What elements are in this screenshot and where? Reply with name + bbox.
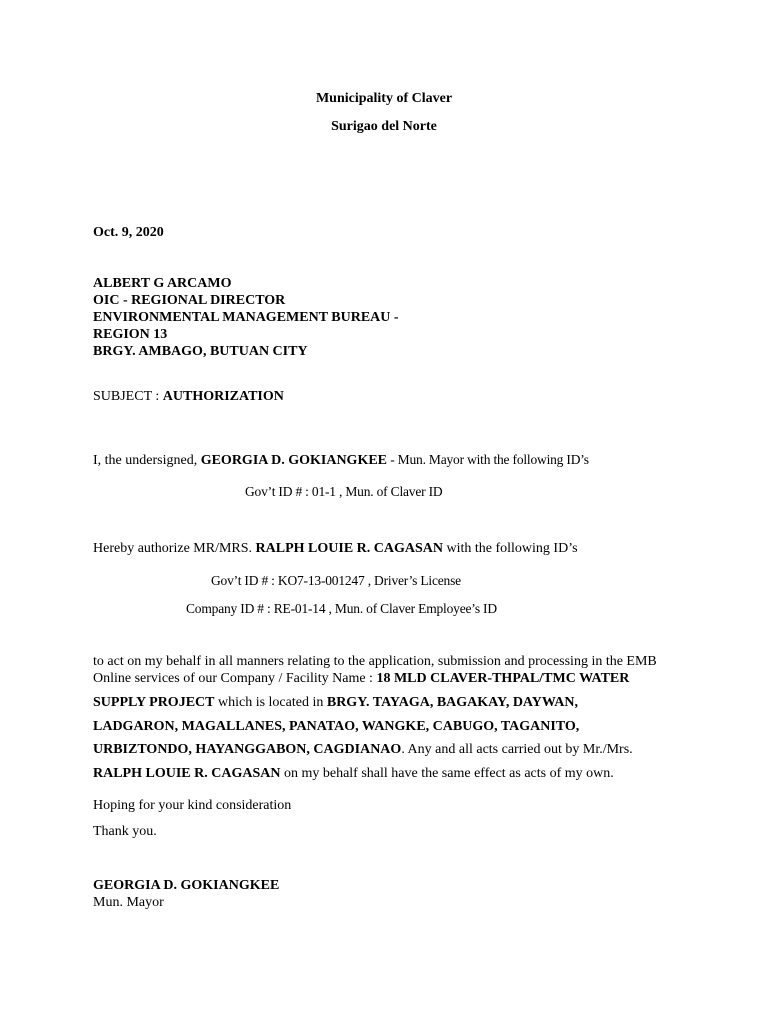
- closing-thanks: Thank you.: [93, 824, 157, 839]
- closing-hoping: Hoping for your kind consideration: [93, 798, 292, 813]
- authorized-company-id: Company ID # : RE-01-14 , Mun. of Claver Employee’s ID: [186, 601, 497, 616]
- authorized-gov-id: Gov’t ID # : KO7-13-001247 , Driver’s License: [211, 573, 461, 588]
- body-line-4: LADGARON, MAGALLANES, PANATAO, WANGKE, CABUGO, TAGANITO,: [93, 719, 580, 734]
- subject-value: AUTHORIZATION: [162, 389, 284, 404]
- body-line-5: URBIZTONDO, HAYANGGABON, CAGDIANAO. Any and all acts carried out by Mr./Mrs.: [93, 742, 633, 757]
- subject-label: SUBJECT :: [93, 389, 163, 404]
- body-line-3: SUPPLY PROJECT which is located in BRGY. TAYAGA, BAGAKAY, DAYWAN,: [93, 695, 579, 710]
- authorized-line: Hereby authorize MR/MRS. RALPH LOUIE R. CAGASAN with the following ID’s: [93, 541, 578, 556]
- body-line-1: to act on my behalf in all manners relating to the application, submission and processing in the EMB: [93, 654, 657, 669]
- authorized-name: RALPH LOUIE R. CAGASAN: [255, 541, 443, 556]
- letter-date: Oct. 9, 2020: [93, 225, 164, 240]
- recipient-office-line2: REGION 13: [93, 327, 168, 342]
- recipient-position: OIC - REGIONAL DIRECTOR: [93, 293, 286, 308]
- undersigned-gov-id: Gov’t ID # : 01-1 , Mun. of Claver ID: [245, 484, 443, 499]
- facility-name: 18 MLD CLAVER-THPAL/TMC WATER: [376, 671, 630, 686]
- signatory-name: GEORGIA D. GOKIANGKEE: [93, 878, 280, 893]
- subject-line: [93, 389, 284, 405]
- recipient-office-line1: ENVIRONMENTAL MANAGEMENT BUREAU -: [93, 310, 399, 325]
- undersigned-line: I, the undersigned, GEORGIA D. GOKIANGKEE - Mun. Mayor with the following ID’s: [93, 452, 589, 468]
- body-line-2: Online services of our Company / Facility Name : 18 MLD CLAVER-THPAL/TMC WATER: [93, 671, 630, 686]
- undersigned-name: GEORGIA D. GOKIANGKEE: [200, 453, 388, 468]
- signatory-title: Mun. Mayor: [93, 895, 164, 910]
- letterhead-municipality: Municipality of Claver: [315, 91, 453, 106]
- letterhead-province: Surigao del Norte: [331, 119, 437, 134]
- recipient-address: BRGY. AMBAGO, BUTUAN CITY: [93, 344, 308, 359]
- body-line-6: RALPH LOUIE R. CAGASAN on my behalf shall have the same effect as acts of my own.: [93, 766, 614, 781]
- recipient-name: ALBERT G ARCAMO: [93, 276, 232, 291]
